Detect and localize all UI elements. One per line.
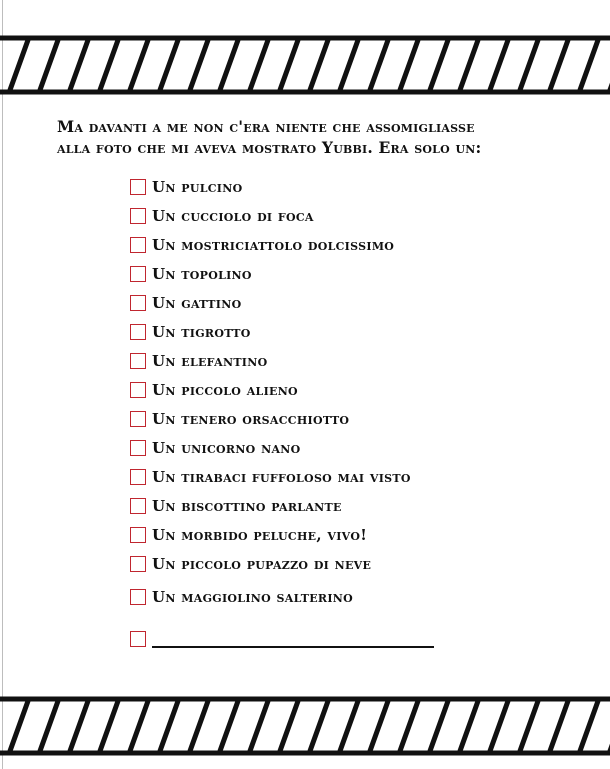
banner-stripe bbox=[70, 701, 88, 751]
check-item-gattino[interactable] bbox=[130, 292, 241, 314]
checkbox[interactable] bbox=[130, 382, 146, 398]
check-label: Un gattino bbox=[152, 294, 242, 312]
banner-stripe bbox=[160, 40, 178, 90]
banner-stripe bbox=[100, 701, 118, 751]
check-label: Un maggiolino salterino bbox=[152, 588, 354, 606]
checkbox[interactable] bbox=[130, 469, 146, 485]
banner-stripe bbox=[340, 40, 358, 90]
banner-stripe bbox=[490, 701, 508, 751]
check-label: Un morbido peluche, vivo! bbox=[152, 526, 368, 544]
banner-stripe bbox=[190, 40, 208, 90]
check-label: Un pulcino bbox=[152, 178, 243, 196]
banner-stripe bbox=[400, 40, 418, 90]
checkbox[interactable] bbox=[130, 411, 146, 427]
check-label: Un tirabaci fuffoloso mai visto bbox=[152, 468, 411, 486]
page-left-border bbox=[2, 0, 3, 769]
banner-stripe bbox=[10, 40, 28, 90]
banner-stripe bbox=[490, 40, 508, 90]
banner-stripe bbox=[370, 40, 388, 90]
banner-stripe bbox=[280, 701, 298, 751]
banner-stripe bbox=[550, 40, 568, 90]
banner-stripe bbox=[460, 701, 478, 751]
check-item-piccolo-alieno[interactable] bbox=[130, 379, 298, 401]
check-label: Un piccolo pupazzo di neve bbox=[152, 555, 372, 573]
banner-stripe bbox=[400, 701, 418, 751]
banner-stripe bbox=[190, 701, 208, 751]
check-item-topolino[interactable] bbox=[130, 263, 252, 285]
banner-stripe bbox=[250, 701, 268, 751]
check-item-orsacchiotto[interactable] bbox=[130, 408, 349, 430]
banner-stripe bbox=[520, 40, 538, 90]
banner-stripe bbox=[520, 701, 538, 751]
check-label: Un unicorno nano bbox=[152, 439, 301, 457]
intro-line-2: alla foto che mi aveva mostrato Yubbi. Era solo un: bbox=[57, 138, 482, 157]
banner-stripe bbox=[100, 40, 118, 90]
check-item-cucciolo-di-foca[interactable] bbox=[130, 205, 314, 227]
check-label: Un biscottino parlante bbox=[152, 497, 342, 515]
banner-stripe bbox=[460, 40, 478, 90]
check-label: Un cucciolo di foca bbox=[152, 207, 314, 225]
check-item-elefantino[interactable] bbox=[130, 350, 267, 372]
checkbox[interactable] bbox=[130, 295, 146, 311]
checkbox[interactable] bbox=[130, 208, 146, 224]
check-item-peluche[interactable] bbox=[130, 524, 367, 546]
check-item-unicorno-nano[interactable] bbox=[130, 437, 301, 459]
banner-stripe bbox=[250, 40, 268, 90]
banner-stripe bbox=[340, 701, 358, 751]
checkbox[interactable] bbox=[130, 179, 146, 195]
checkbox[interactable] bbox=[130, 527, 146, 543]
banner-stripe bbox=[280, 40, 298, 90]
check-item-mostriciattolo[interactable] bbox=[130, 234, 394, 256]
check-label: Un tenero orsacchiotto bbox=[152, 410, 350, 428]
check-label: Un tigrotto bbox=[152, 323, 251, 341]
check-label: Un elefantino bbox=[152, 352, 268, 370]
write-in-line[interactable] bbox=[152, 646, 434, 648]
check-label: Un mostriciattolo dolcissimo bbox=[152, 236, 395, 254]
checkbox[interactable] bbox=[130, 556, 146, 572]
check-item-pulcino[interactable] bbox=[130, 176, 243, 198]
banner-stripe bbox=[40, 701, 58, 751]
checkbox[interactable] bbox=[130, 266, 146, 282]
banner-stripe bbox=[580, 701, 598, 751]
check-label: Un topolino bbox=[152, 265, 252, 283]
checkbox[interactable] bbox=[130, 440, 146, 456]
check-item-pupazzo-di-neve[interactable] bbox=[130, 553, 371, 575]
banner-stripe bbox=[160, 701, 178, 751]
banner-stripe bbox=[130, 701, 148, 751]
check-item-biscottino[interactable] bbox=[130, 495, 342, 517]
banner-stripe bbox=[430, 701, 448, 751]
intro-text bbox=[57, 116, 587, 158]
checkbox[interactable] bbox=[130, 498, 146, 514]
checkbox[interactable] bbox=[130, 237, 146, 253]
checkbox[interactable] bbox=[130, 631, 146, 647]
check-item-maggiolino[interactable] bbox=[130, 586, 353, 608]
striped-banner-top bbox=[0, 32, 610, 102]
striped-banner-top-graphic bbox=[0, 32, 610, 102]
banner-stripe bbox=[220, 40, 238, 90]
check-item-tigrotto[interactable] bbox=[130, 321, 251, 343]
check-item-custom[interactable] bbox=[130, 628, 434, 650]
checkbox[interactable] bbox=[130, 324, 146, 340]
check-label: Un piccolo alieno bbox=[152, 381, 298, 399]
banner-stripe bbox=[310, 40, 328, 90]
banner-stripe bbox=[40, 40, 58, 90]
intro-line-1: Ma davanti a me non c'era niente che assomigliasse bbox=[57, 117, 475, 136]
banner-stripe bbox=[370, 701, 388, 751]
banner-stripe bbox=[580, 40, 598, 90]
banner-stripe bbox=[220, 701, 238, 751]
banner-stripe bbox=[430, 40, 448, 90]
banner-stripe bbox=[70, 40, 88, 90]
checkbox[interactable] bbox=[130, 589, 146, 605]
banner-stripe bbox=[130, 40, 148, 90]
striped-banner-bottom bbox=[0, 693, 610, 763]
striped-banner-bottom-graphic bbox=[0, 693, 610, 763]
checkbox[interactable] bbox=[130, 353, 146, 369]
banner-stripe bbox=[10, 701, 28, 751]
check-item-tirabaci[interactable] bbox=[130, 466, 411, 488]
banner-stripe bbox=[310, 701, 328, 751]
banner-stripe bbox=[550, 701, 568, 751]
